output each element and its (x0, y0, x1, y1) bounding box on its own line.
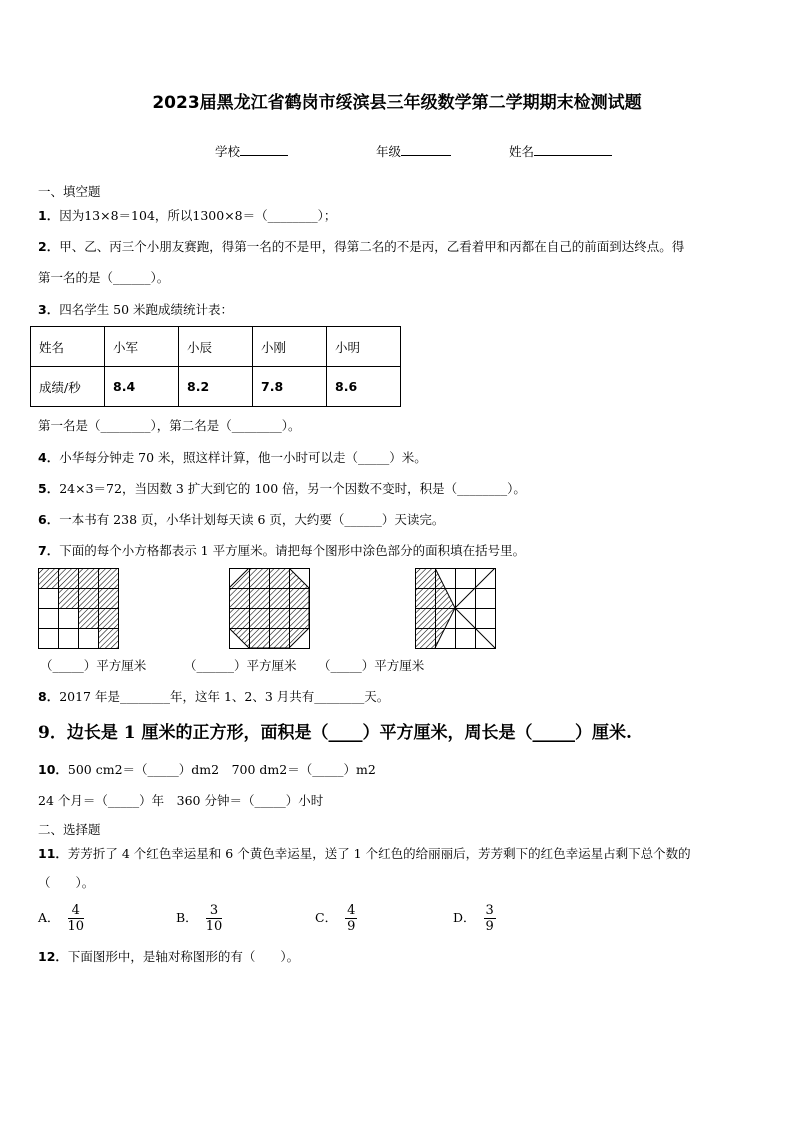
figure-2-grid (229, 568, 311, 650)
option-a[interactable]: A． $\frac{4}{10}$ (38, 903, 85, 934)
name-field[interactable] (509, 142, 612, 160)
figure-1-answer: （_____）平方厘米 (40, 658, 147, 673)
page-title: 2023届黑龙江省鹤岗市绥滨县三年级数学第二学期期末检测试题 (152, 93, 642, 113)
school-label: 学校 (215, 144, 241, 159)
option-b[interactable]: B． $\frac{3}{10}$ (176, 903, 223, 934)
table-header: 小明 (327, 327, 401, 367)
question-3: 3．四名学生 50 米跑成绩统计表： (38, 302, 234, 317)
option-d[interactable]: D． $\frac{3}{9}$ (453, 903, 494, 934)
question-2-line2: 第一名的是（______）。 (38, 270, 170, 285)
question-11-line2: （ ）。 (38, 875, 95, 890)
question-7: 7．下面的每个小方格都表示 1 平方厘米。请把每个图形中涂色部分的面积填在括号里。 (38, 543, 526, 558)
table-cell: 8.2 (179, 367, 253, 407)
question-3-answer: 第一名是（________），第二名是（________）。 (38, 418, 301, 433)
question-9: 9．边长是 1 厘米的正方形，面积是（____）平方厘米，周长是（_____）厘米. (38, 723, 632, 743)
table-header: 姓名 (31, 327, 105, 367)
grade-field[interactable] (376, 142, 451, 160)
name-label: 姓名 (509, 144, 535, 159)
figure-3-grid (415, 568, 497, 650)
question-12: 12．下面图形中，是轴对称图形的有（ ）。 (38, 949, 300, 964)
table-row-label: 成绩/秒 (31, 367, 105, 407)
table-cell: 7.8 (253, 367, 327, 407)
table-header: 小刚 (253, 327, 327, 367)
question-10-line2: 24 个月＝（_____）年 360 分钟＝（_____）小时 (38, 793, 324, 808)
question-4: 4．小华每分钟走 70 米，照这样计算，他一小时可以走（_____）米。 (38, 450, 427, 465)
section-heading-fill: 一、填空题 (38, 184, 101, 199)
fraction: $\frac{4}{9}$ (347, 903, 356, 934)
figure-1-grid (38, 568, 120, 650)
question-6: 6．一本书有 238 页，小华计划每天读 6 页，大约要（______）天读完。 (38, 512, 445, 527)
table-cell: 8.6 (327, 367, 401, 407)
question-1: 1．因为13×8＝104，所以1300×8＝（________）； (38, 208, 337, 223)
figure-3-answer: （_____）平方厘米 (318, 658, 425, 673)
table-header: 小军 (105, 327, 179, 367)
school-field[interactable] (215, 142, 288, 160)
question-2: 2．甲、乙、丙三个小朋友赛跑，得第一名的不是甲，得第二名的不是丙，乙看着甲和丙都在自己的前面到达终点。得 (38, 239, 685, 254)
question-5: 5．24×3＝72，当因数 3 扩大到它的 100 倍，另一个因数不变时，积是（________）。 (38, 481, 526, 496)
section-heading-choice: 二、选择题 (38, 822, 101, 837)
question-10: 10．500 cm2＝（_____）dm2 700 dm2＝（_____）m2 (38, 762, 376, 777)
score-table (30, 326, 401, 407)
table-header: 小辰 (179, 327, 253, 367)
fraction: $\frac{4}{10}$ (67, 903, 85, 934)
table-cell: 8.4 (105, 367, 179, 407)
question-11: 11．芳芳折了 4 个红色幸运星和 6 个黄色幸运星，送了 1 个红色的给丽丽后，芳芳剩下的红色幸运星占剩下总个数的 (38, 846, 691, 861)
table-row (31, 367, 401, 407)
figure-2-answer: （______）平方厘米 (184, 658, 297, 673)
fraction: $\frac{3}{10}$ (205, 903, 223, 934)
table-row (31, 327, 401, 367)
fraction: $\frac{3}{9}$ (485, 903, 494, 934)
option-c[interactable]: C． $\frac{4}{9}$ (315, 903, 356, 934)
question-8: 8．2017 年是________年，这年 1、2、3 月共有________天。 (38, 689, 390, 704)
grade-label: 年级 (376, 144, 402, 159)
